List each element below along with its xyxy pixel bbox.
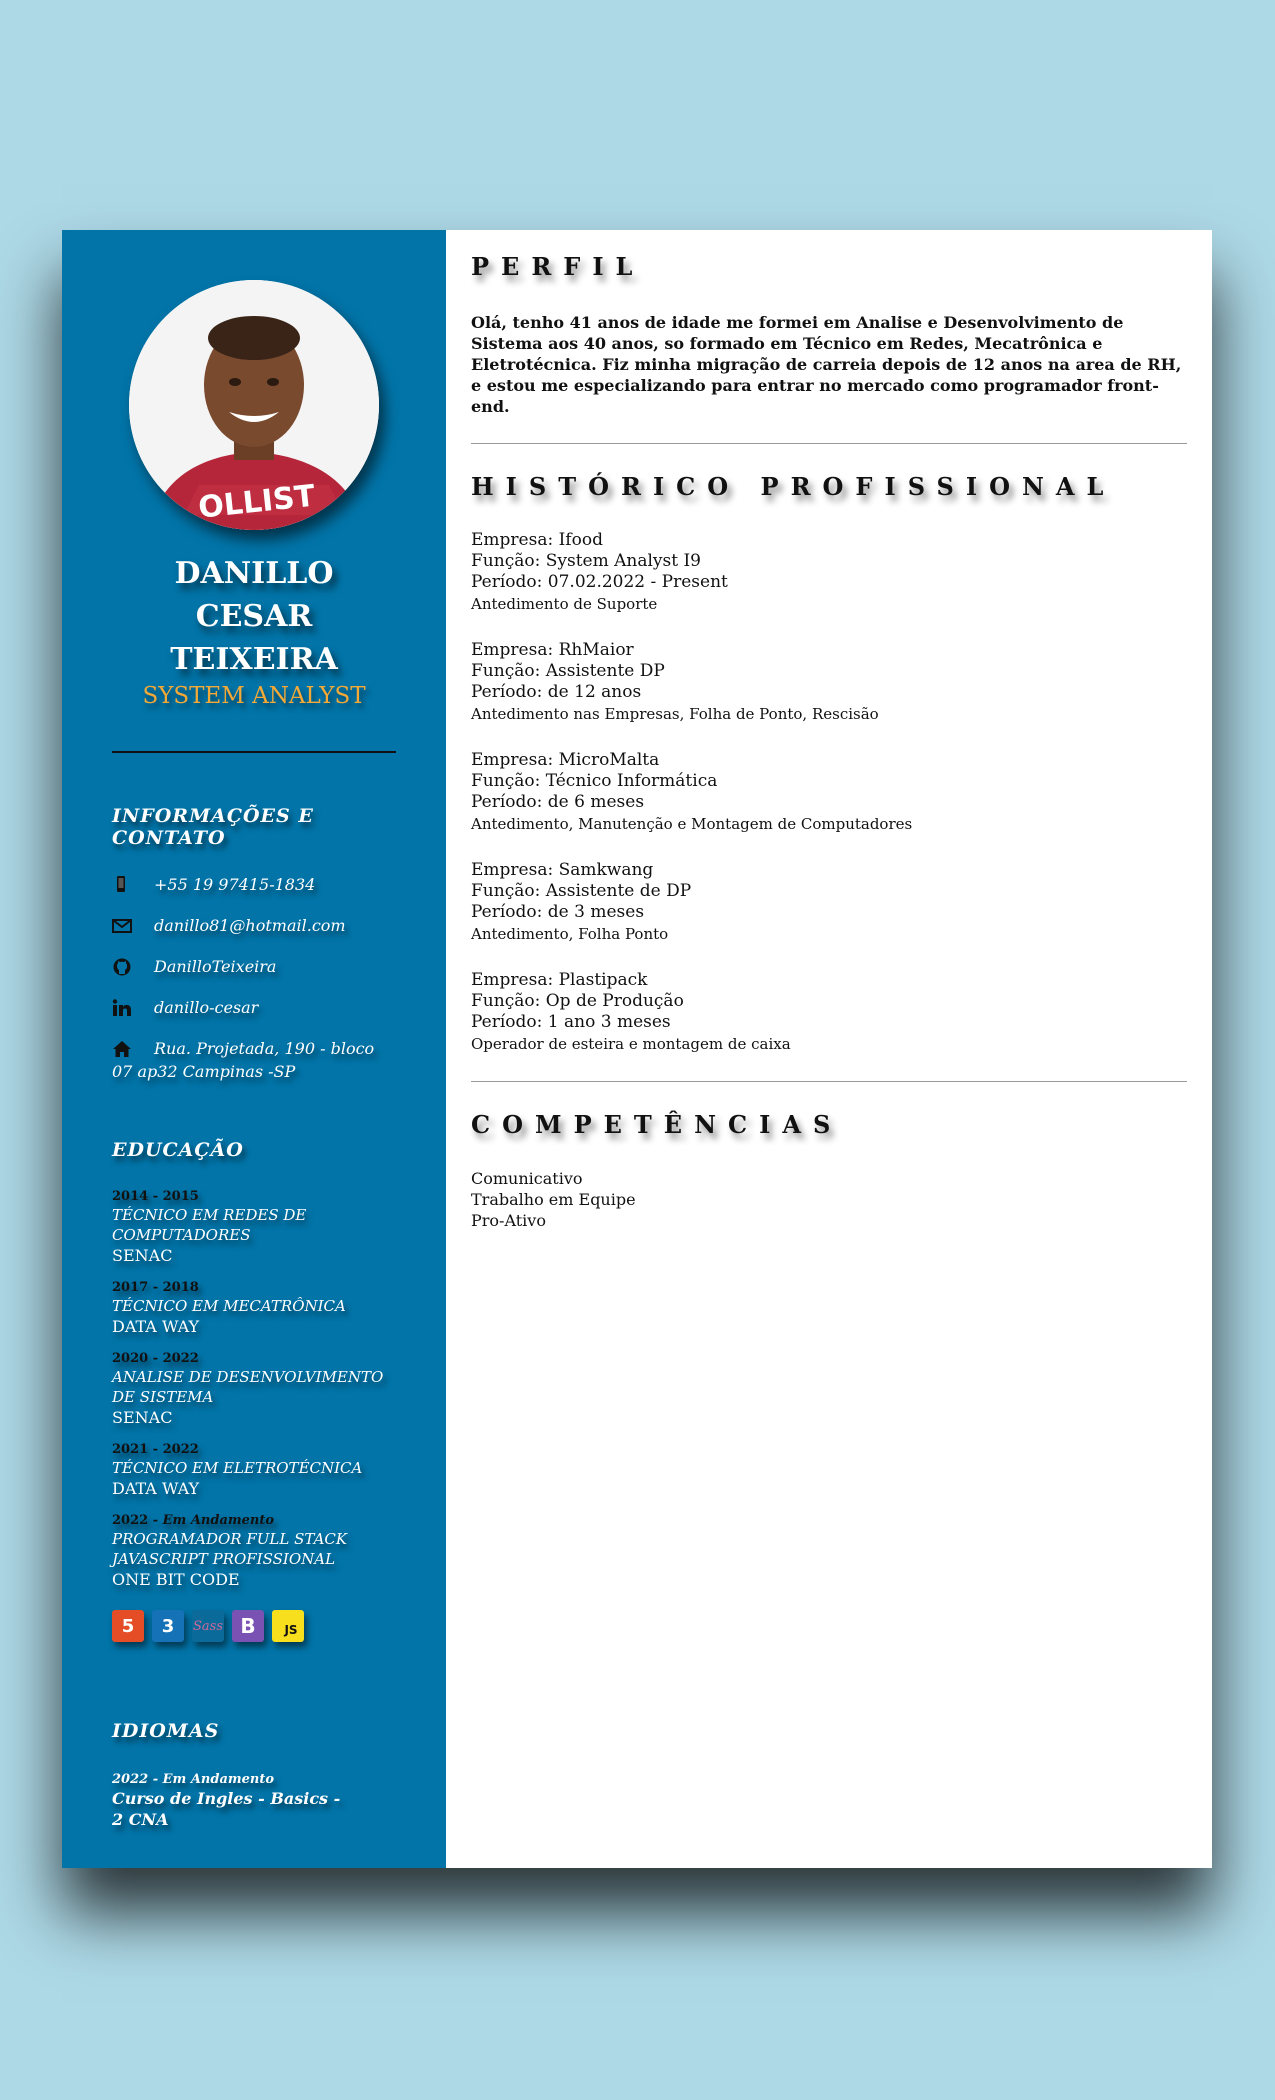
home-icon	[112, 1039, 132, 1059]
profile-photo	[129, 280, 379, 530]
envelope-icon	[112, 916, 132, 936]
job-period: Período: 07.02.2022 - Present	[471, 572, 728, 592]
job-company: Empresa: MicroMalta	[471, 750, 660, 770]
skill-item: Pro-Ativo	[471, 1211, 546, 1230]
bootstrap-icon: B	[232, 1610, 264, 1642]
education-status: Em Andamento	[162, 1513, 275, 1528]
education-years: 2021 - 2022	[112, 1442, 199, 1457]
javascript-icon: JS	[272, 1610, 304, 1642]
resume-card	[62, 230, 1212, 1868]
education-item	[112, 1513, 396, 1590]
job-period: Período: de 3 meses	[471, 902, 645, 922]
profile-heading: PERFIL	[471, 252, 645, 281]
profile-text: Olá, tenho 41 anos de idade me formei em Analise e Desenvolvimento de Sistema aos 40 anos, so formado em Técnico em Redes, Mecatrônica e Eletrotécnica. Fiz minha migração de carreia depois de 12 anos na area de RH, e estou me especializando para entrar no mercado como programador front-end.	[471, 313, 1182, 416]
job-item	[471, 750, 1187, 835]
job-role: Função: Assistente DP	[471, 661, 665, 681]
languages-heading: IDIOMAS	[112, 1720, 220, 1742]
job-role: Função: Op de Produção	[471, 991, 684, 1011]
job-description: Antedimento, Manutenção e Montagem de Computadores	[471, 815, 913, 833]
linkedin-icon	[112, 998, 132, 1018]
contact-list	[112, 873, 396, 1083]
main-content	[446, 230, 1212, 1868]
education-item	[112, 1442, 396, 1499]
job-role: Função: System Analyst I9	[471, 551, 701, 571]
contact-linkedin-text: danillo-cesar	[154, 998, 259, 1017]
education-item	[112, 1189, 396, 1266]
job-item	[471, 640, 1187, 725]
education-heading: EDUCAÇÃO	[112, 1139, 244, 1161]
job-role: Função: Assistente de DP	[471, 881, 692, 901]
svg-text:OLLIST: OLLIST	[196, 478, 317, 526]
contact-phone[interactable]	[112, 873, 396, 896]
education-course: TÉCNICO EM MECATRÔNICA	[112, 1297, 346, 1315]
contact-heading: INFORMAÇÕES E CONTATO	[112, 805, 314, 849]
html5-icon: 5	[112, 1610, 144, 1642]
contact-github-text: DanilloTeixeira	[154, 957, 277, 976]
history-heading: HISTÓRICO PROFISSIONAL	[471, 472, 1116, 501]
job-title: SYSTEM ANALYST	[142, 683, 366, 709]
job-company: Empresa: RhMaior	[471, 640, 634, 660]
skill-item: Trabalho em Equipe	[471, 1190, 636, 1209]
job-description: Antedimento nas Empresas, Folha de Ponto, Rescisão	[471, 705, 879, 723]
phone-icon	[112, 875, 132, 895]
person-portrait-icon	[129, 280, 379, 530]
job-item	[471, 860, 1187, 945]
contact-address-text: Rua. Projetada, 190 - bloco 07 ap32 Campinas -SP	[112, 1039, 375, 1081]
education-course: PROGRAMADOR FULL STACK JAVASCRIPT PROFISSIONAL	[112, 1530, 348, 1568]
education-course: TÉCNICO EM ELETROTÉCNICA	[112, 1459, 363, 1477]
skill-item: Comunicativo	[471, 1169, 583, 1188]
education-school: ONE BIT CODE	[112, 1570, 240, 1589]
job-role: Função: Técnico Informática	[471, 771, 718, 791]
education-school: DATA WAY	[112, 1479, 200, 1498]
education-course: ANALISE DE DESENVOLVIMENTO DE SISTEMA	[112, 1368, 384, 1406]
education-school: DATA WAY	[112, 1317, 200, 1336]
person-name: DANILLO CESAR TEIXEIRA	[170, 556, 338, 677]
education-item	[112, 1280, 396, 1337]
tech-stack-icons	[112, 1610, 396, 1642]
language-item	[112, 1772, 396, 1830]
contact-email[interactable]	[112, 914, 396, 937]
skills-list	[471, 1168, 1187, 1231]
education-list	[112, 1189, 396, 1590]
education-years: 2022 -	[112, 1513, 163, 1528]
job-item	[471, 530, 1187, 615]
job-description: Operador de esteira e montagem de caixa	[471, 1035, 791, 1053]
css3-icon: 3	[152, 1610, 184, 1642]
education-years: 2020 - 2022	[112, 1351, 199, 1366]
job-period: Período: de 12 anos	[471, 682, 642, 702]
job-list	[471, 530, 1187, 1055]
section-divider	[471, 443, 1187, 444]
education-school: SENAC	[112, 1246, 173, 1265]
job-company: Empresa: Samkwang	[471, 860, 654, 880]
job-item	[471, 970, 1187, 1055]
education-item	[112, 1351, 396, 1428]
job-period: Período: de 6 meses	[471, 792, 645, 812]
job-company: Empresa: Plastipack	[471, 970, 648, 990]
contact-phone-text: +55 19 97415-1834	[154, 875, 316, 894]
sidebar	[62, 230, 446, 1868]
sass-icon: Sass	[192, 1610, 224, 1642]
job-period: Período: 1 ano 3 meses	[471, 1012, 671, 1032]
job-description: Antedimento de Suporte	[471, 595, 658, 613]
contact-github[interactable]	[112, 955, 396, 978]
education-course: TÉCNICO EM REDES DE COMPUTADORES	[112, 1206, 307, 1244]
github-icon	[112, 957, 132, 977]
language-years: 2022 - Em Andamento	[112, 1772, 275, 1787]
job-company: Empresa: Ifood	[471, 530, 603, 550]
contact-linkedin[interactable]	[112, 996, 396, 1019]
education-school: SENAC	[112, 1408, 173, 1427]
job-description: Antedimento, Folha Ponto	[471, 925, 669, 943]
contact-email-text: danillo81@hotmail.com	[154, 916, 346, 935]
language-course: Curso de Ingles - Basics - 2 CNA	[112, 1789, 341, 1829]
contact-address	[112, 1037, 396, 1083]
skills-heading: COMPETÊNCIAS	[471, 1110, 843, 1139]
education-years: 2017 - 2018	[112, 1280, 199, 1295]
sidebar-divider	[112, 751, 396, 753]
education-years: 2014 - 2015	[112, 1189, 199, 1204]
section-divider	[471, 1081, 1187, 1082]
